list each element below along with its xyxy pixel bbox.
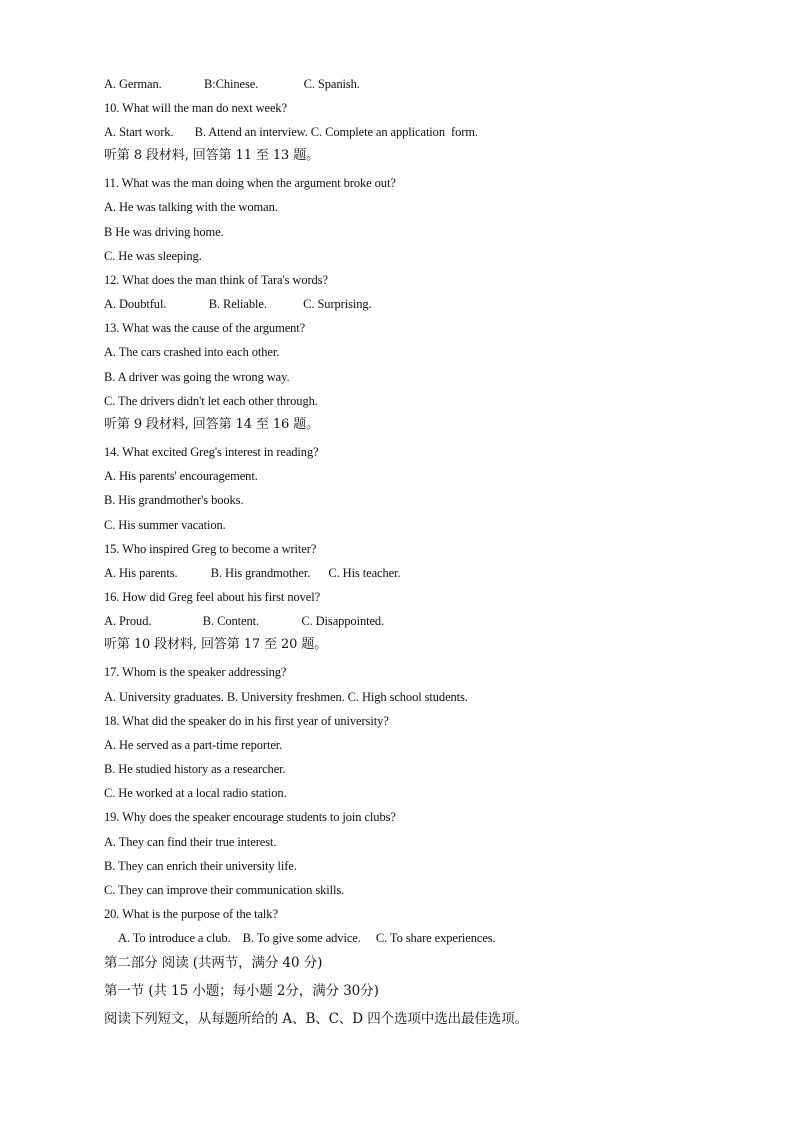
q12-question: 12. What does the man think of Tara's words?: [104, 273, 328, 287]
q19-option-b: B. They can enrich their university life.: [104, 859, 297, 873]
q17-question: 17. Whom is the speaker addressing?: [104, 665, 287, 679]
q12-options: A. Doubtful. B. Reliable. C. Surprising.: [104, 297, 372, 311]
q14-option-a: A. His parents' encouragement.: [104, 469, 258, 483]
section-heading-9: 听第 9 段材料, 回答第 14 至 16 题。: [104, 417, 320, 432]
q13-question: 13. What was the cause of the argument?: [104, 321, 306, 335]
reading-instructions: 阅读下列短文，从每题所给的 A、B、C、D 四个选项中选出最佳选项。: [104, 1011, 529, 1027]
q10-question: 10. What will the man do next week?: [104, 101, 288, 115]
q15-options: A. His parents. B. His grandmother. C. His teacher.: [104, 566, 401, 580]
q19-option-a: A. They can find their true interest.: [104, 835, 277, 849]
q13-option-b: B. A driver was going the wrong way.: [104, 370, 290, 384]
q11-option-a: A. He was talking with the woman.: [104, 200, 278, 214]
q19-question: 19. Why does the speaker encourage students to join clubs?: [104, 810, 396, 824]
q18-option-b: B. He studied history as a researcher.: [104, 762, 286, 776]
q18-question: 18. What did the speaker do in his first year of university?: [104, 714, 389, 728]
q16-options: A. Proud. B. Content. C. Disappointed.: [104, 614, 385, 628]
section-heading-10: 听第 10 段材料, 回答第 17 至 20 题。: [104, 637, 328, 652]
q9-options: A. German. B:Chinese. C. Spanish.: [104, 77, 360, 91]
q11-option-b: B He was driving home.: [104, 225, 224, 239]
q17-options: A. University graduates. B. University freshmen. C. High school students.: [104, 690, 468, 704]
q18-option-a: A. He served as a part-time reporter.: [104, 738, 283, 752]
q14-option-b: B. His grandmother's books.: [104, 493, 244, 507]
q14-option-c: C. His summer vacation.: [104, 518, 226, 532]
q20-question: 20. What is the purpose of the talk?: [104, 907, 278, 921]
q14-question: 14. What excited Greg's interest in reading?: [104, 445, 319, 459]
section-heading-8: 听第 8 段材料, 回答第 11 至 13 题。: [104, 148, 320, 163]
q11-option-c: C. He was sleeping.: [104, 249, 202, 263]
q15-question: 15. Who inspired Greg to become a writer?: [104, 542, 317, 556]
q13-option-c: C. The drivers didn't let each other through.: [104, 394, 318, 408]
q20-options: A. To introduce a club. B. To give some advice. C. To share experiences.: [118, 931, 496, 945]
q18-option-c: C. He worked at a local radio station.: [104, 786, 287, 800]
q19-option-c: C. They can improve their communication skills.: [104, 883, 345, 897]
q10-options: A. Start work. B. Attend an interview. C. Complete an application form.: [104, 125, 478, 139]
q13-option-a: A. The cars crashed into each other.: [104, 345, 280, 359]
part-two-heading: 第二部分 阅读 (共两节，满分 40 分): [104, 955, 323, 971]
q16-question: 16. How did Greg feel about his first novel?: [104, 590, 321, 604]
q11-question: 11. What was the man doing when the argument broke out?: [104, 176, 396, 190]
section-one-heading: 第一节 (共 15 小题；每小题 2分，满分 30分): [104, 983, 379, 999]
